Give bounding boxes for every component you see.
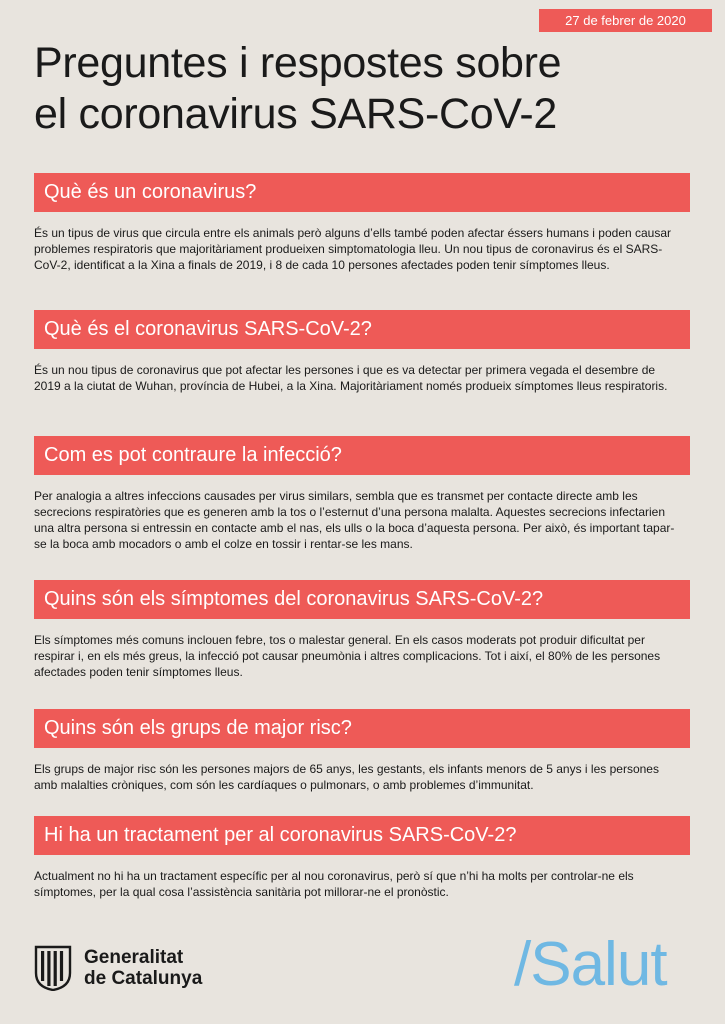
section-body: És un tipus de virus que circula entre els animals però alguns d’ells també poden afectar éssers humans i poden causar problemes respiratoris que majoritàriament produeixen simptomatologia lleu. Un nou tipus de coronavirus és el SARS-CoV-2, identificat a la Xina a finals de 2019, i 8 de cada 10 persones afectades poden tenir símptomes lleus. — [34, 226, 672, 272]
faq-section — [34, 580, 690, 680]
section-heading: Què és un coronavirus? — [34, 173, 690, 212]
section-heading: Quins són els grups de major risc? — [34, 709, 690, 748]
section-body: Els grups de major risc són les persones majors de 65 anys, les gestants, els infants menors de 5 anys i les persones amb malalties cròniques, com són les cardíaques o pulmonars, o amb problemes d’immunitat. — [34, 762, 659, 792]
generalitat-shield-icon — [34, 945, 72, 991]
logo-text — [84, 947, 202, 989]
title-line-1: Preguntes i respostes sobre — [34, 39, 562, 87]
faq-section — [34, 310, 690, 394]
section-body: Els símptomes més comuns inclouen febre, tos o malestar general. En els casos moderats pot produir dificultat per respirar i, en els més greus, la infecció pot causar pneumònia i altres complicacions. Tot i així, el 80% de les persones afectades poden tenir símptomes lleus. — [34, 633, 661, 679]
section-heading: Hi ha un tractament per al coronavirus SARS-CoV-2? — [34, 816, 690, 855]
date-badge: 27 de febrer de 2020 — [539, 9, 712, 32]
section-body: Actualment no hi ha un tractament específic per al nou coronavirus, però sí que n’hi ha molts per controlar-ne els símptomes, per la qual cosa l’assistència sanitària pot millorar-ne el pronòstic. — [34, 869, 634, 899]
title-line-2: el coronavirus SARS-CoV-2 — [34, 90, 558, 138]
faq-section — [34, 709, 690, 793]
page-title — [34, 38, 694, 140]
section-body: Per analogia a altres infeccions causades per virus similars, sembla que es transmet per contacte directe amb les secrecions respiratòries que es generen amb la tos o l’esternut d’una persona malalta. Aquestes secrecions infectarien una altra persona si entressin en contacte amb el nas, els ulls o la boca d’aquesta persona. Per això, és important tapar-se la boca amb mocadors o amb el colze en tossir i rentar-se les mans. — [34, 489, 675, 551]
section-heading: Quins són els símptomes del coronavirus SARS-CoV-2? — [34, 580, 690, 619]
faq-section — [34, 816, 690, 900]
section-heading: Com es pot contraure la infecció? — [34, 436, 690, 475]
salut-brand: /Salut — [514, 930, 667, 999]
faq-section — [34, 436, 690, 552]
section-heading: Què és el coronavirus SARS-CoV-2? — [34, 310, 690, 349]
logo-line-2: de Catalunya — [84, 968, 203, 989]
section-body: És un nou tipus de coronavirus que pot afectar les persones i que es va detectar per primera vegada el desembre de 2019 a la ciutat de Wuhan, província de Hubei, a la Xina. Majoritàriament només produeix símptomes lleus respiratoris. — [34, 363, 668, 393]
generalitat-logo — [34, 945, 202, 991]
logo-line-1: Generalitat — [84, 947, 184, 968]
faq-section — [34, 173, 690, 273]
